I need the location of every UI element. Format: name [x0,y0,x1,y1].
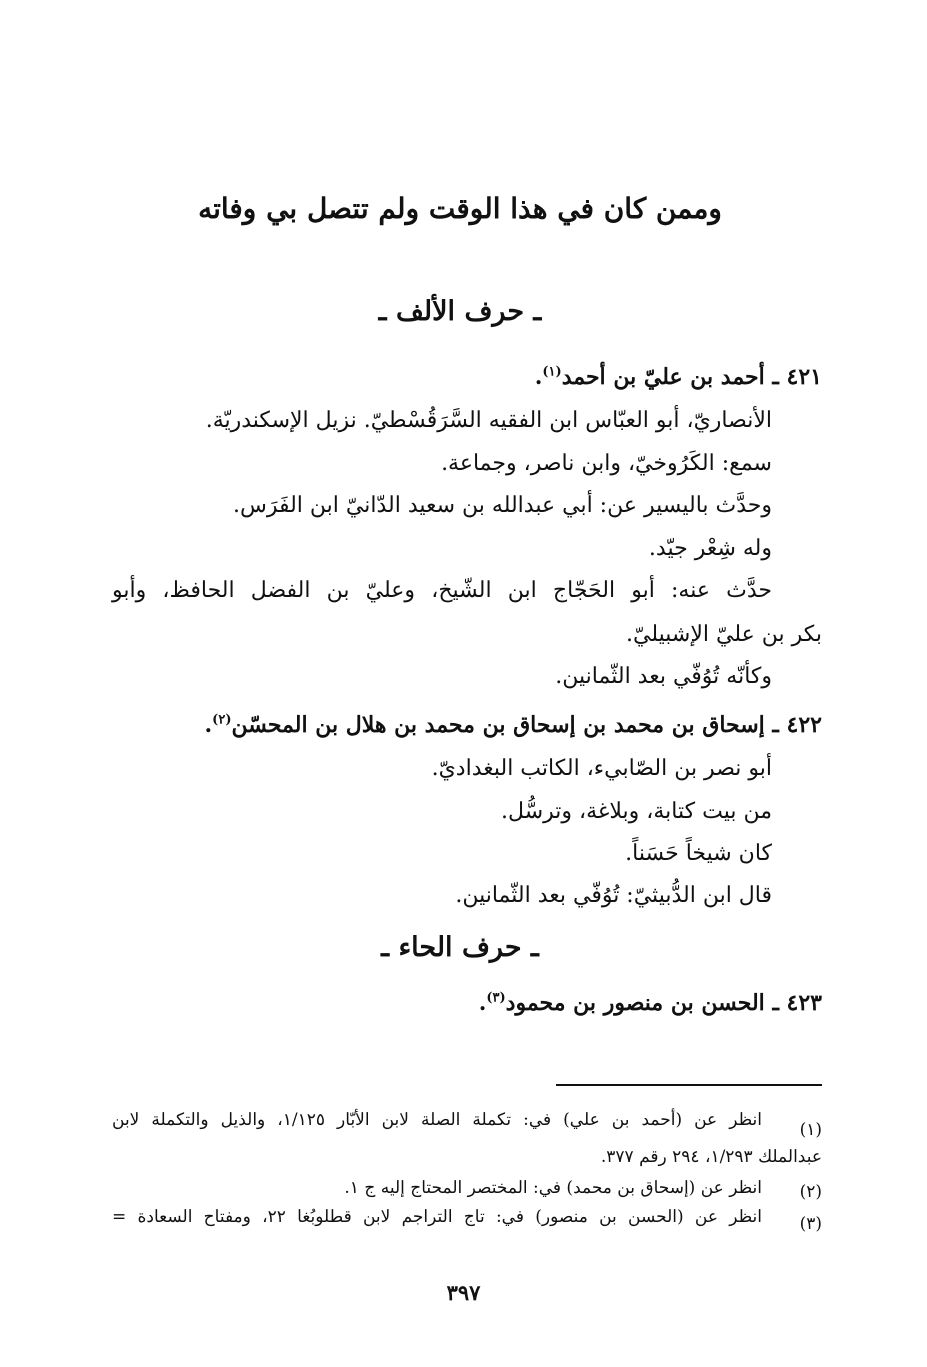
entry-421-heading [535,364,822,390]
footnote-1-number: (١) [799,1120,822,1140]
entry-421-line: بكر بن عليّ الإشبيليّ. [626,622,822,647]
entry-422-end: . [204,712,213,738]
entry-421-line: وحدَّث باليسير عن: أبي عبدالله بن سعيد الدّانيّ ابن الفَرَس. [232,493,772,518]
footnote-ref-3: (٣) [486,990,506,1006]
entry-421-line: حدَّث عنه: أبو الحَجّاج ابن الشّيخ، وعليّ بن الفضل الحافظ، وأبو [112,578,772,603]
footnote-separator [556,1084,822,1086]
entry-421-line: وله شِعْر جيّد. [648,536,772,561]
footnote-ref-1: (١) [542,364,562,380]
entry-422-line: أبو نصر بن الصّابيء، الكاتب البغداديّ. [431,756,772,781]
entry-422-heading [205,712,823,738]
entry-423-end: . [478,990,487,1016]
entry-422-line: كان شيخاً حَسَناً. [625,841,772,866]
footnote-1-text: انظر عن (أحمد بن علي) في: تكملة الصلة لابن الأبّار ١/١٢٥، والذيل والتكملة لابن [112,1110,762,1130]
entry-422-line: من بيت كتابة، وبلاغة، وترسُّل. [501,799,772,824]
footnote-3-number: (٣) [799,1214,822,1234]
section-heading-alif: ـ حرف الألف ـ [378,296,542,327]
entry-422-line: قال ابن الدُّبيثيّ: تُوُفّي بعد الثّمانين. [455,883,772,908]
entry-422-title: ٤٢٢ ـ إسحاق بن محمد بن إسحاق بن محمد بن هلال بن المحسّن [231,712,822,738]
footnote-3-text: انظر عن (الحسن بن منصور) في: تاج التراجم لابن قطلوبُغا ٢٢، ومفتاح السعادة = [112,1207,762,1227]
page-title: وممن كان في هذا الوقت ولم تتصل بي وفاته [198,192,722,225]
entry-423-heading [479,990,822,1016]
entry-421-line: سمع: الكَرُوخيّ، وابن ناصر، وجماعة. [441,451,772,476]
entry-421-line: وكأنّه تُوُفّي بعد الثّمانين. [555,664,772,689]
footnote-ref-2: (٢) [212,712,232,728]
footnote-2-number: (٢) [799,1182,822,1202]
section-heading-ha: ـ حرف الحاء ـ [381,932,539,963]
entry-421-end: . [534,364,543,390]
entry-421-title: ٤٢١ ـ أحمد بن عليّ بن أحمد [561,364,822,390]
page-number: ٣٩٧ [446,1280,481,1305]
entry-421-line: الأنصاريّ، أبو العبّاس ابن الفقيه السَّرَقُسْطيّ. نزيل الإسكندريّة. [205,408,772,433]
entry-423-title: ٤٢٣ ـ الحسن بن منصور بن محمود [505,990,822,1016]
footnote-2-text: انظر عن (إسحاق بن محمد) في: المختصر المحتاج إليه ج ١. [344,1178,762,1198]
footnote-1-continued: عبدالملك ١/٢٩٣، ٢٩٤ رقم ٣٧٧. [600,1147,822,1167]
